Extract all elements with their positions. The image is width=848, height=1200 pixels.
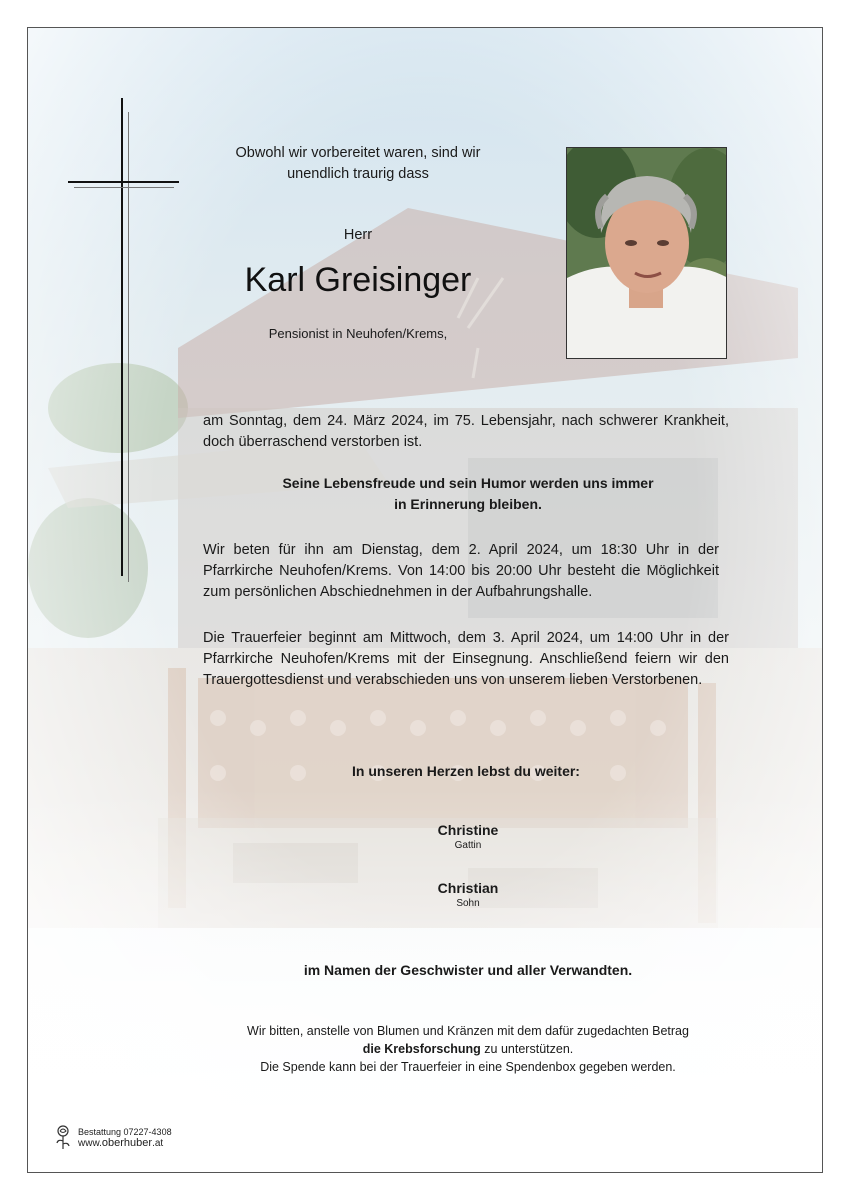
cross-bar [68,181,179,183]
undertaker-phone: Bestattung 07227-4308 [78,1127,172,1137]
occupation: Pensionist in Neuhofen/Krems, [268,326,448,341]
donation-line-3: Die Spende kann bei der Trauerfeier in eine Spendenbox gegeben werden. [260,1060,676,1074]
tribute [228,473,708,515]
portrait-photo [566,147,727,359]
cross-bar-shadow [74,187,174,188]
salutation: Herr [343,227,373,243]
tribute-line-1: Seine Lebensfreude und sein Humor werden uns immer [282,475,654,491]
mourner-1 [368,821,568,853]
intro-line-2: unendlich traurig dass [287,166,429,182]
donation-line-2 [178,1040,758,1058]
donation-line-1: Wir bitten, anstelle von Blumen und Kränzen mit dem dafür zugedachten Betrag [247,1024,689,1038]
cross-icon [121,98,123,576]
mourner-name: Christine [437,822,499,838]
prayer-notice: Wir beten für ihn am Dienstag, dem 2. April 2024, um 18:30 Uhr in der Pfarrkirche Neuhofen/Krems. Von 14:00 bis 20:00 Uhr besteht die Möglichkeit zum persönlichen Abschiednehmen in der Aufbahrungshalle. [203,542,719,600]
mourner-2 [368,879,568,911]
deceased-name: Karl Greisinger [244,261,472,299]
death-notice: am Sonntag, dem 24. März 2024, im 75. Lebensjahr, nach schwerer Krankheit, doch überraschend verstorben ist. [203,413,729,450]
rose-logo-icon [53,1124,73,1150]
mourner-relation: Gattin [454,840,482,851]
hearts-line: In unseren Herzen lebst du weiter: [352,763,580,779]
funeral-notice: Die Trauerfeier beginnt am Mittwoch, dem 3. April 2024, um 14:00 Uhr in der Pfarrkirche Neuhofen/Krems mit der Einsegnung. Anschließend feiern wir den Trauergottesdienst und verabschieden uns von unserem lieben Verstorbenen. [203,630,729,688]
obituary-card [27,27,823,1173]
donation-line-2-rest: zu unterstützen. [480,1042,574,1056]
tribute-line-2: in Erinnerung bleiben. [394,496,542,512]
donation-note [178,1022,758,1076]
undertaker-info [78,1127,172,1149]
mourner-relation: Sohn [456,898,480,909]
relatives-line: im Namen der Geschwister und aller Verwandten. [303,962,633,978]
mourner-name: Christian [437,880,499,896]
donation-charity: die Krebsforschung [362,1042,481,1056]
undertaker-website[interactable]: www.oberhuber.at [78,1137,164,1149]
intro-text [198,143,518,185]
intro-line-1: Obwohl wir vorbereitet waren, sind wir [235,145,481,161]
